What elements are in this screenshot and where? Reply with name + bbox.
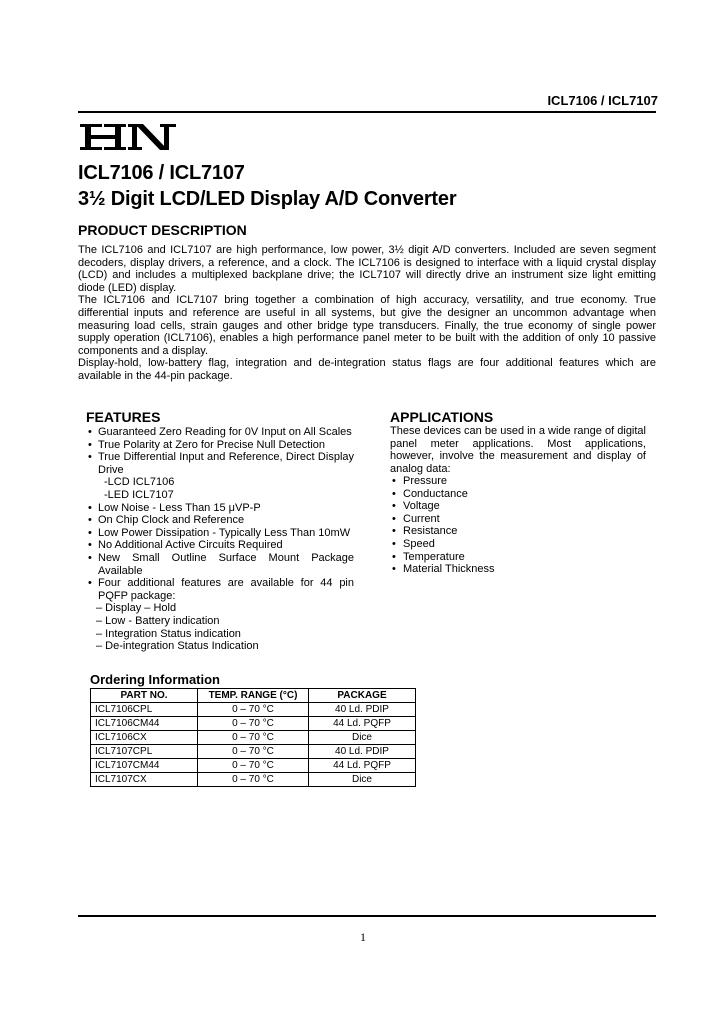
product-description-heading: PRODUCT DESCRIPTION [78,222,247,238]
list-item: • Guaranteed Zero Reading for 0V Input on All Scales [88,426,352,438]
description-paragraph: The ICL7106 and ICL7107 bring together a combination of high accuracy, versatility, and true economy. True differential inputs and reference are useful in all systems, but give the designer an uncommon advantage when measuring load cells, strain gauges and other bridge type transducers. Finally, the true economy of single power supply operation (ICL7106), enables a high performance panel meter to be built with the addition of only 10 passive components and a display. [78,294,656,357]
column-header: PART NO. [91,689,198,703]
table-cell: 44 Ld. PQFP [309,717,416,731]
list-item: -LCD ICL7106 [104,476,175,489]
table-cell: 44 Ld. PQFP [309,759,416,773]
list-item: • Material Thickness [392,563,495,576]
table-cell: ICL7107CM44 [91,759,198,773]
list-item: • Low Power Dissipation - Typically Less Than 10mW [88,526,351,539]
table-row [91,731,416,745]
list-item: • Current [392,512,440,525]
list-item: • Low Noise - Less Than 15 μVP-P [88,501,261,514]
ordering-table [90,688,416,787]
features-heading: FEATURES [86,409,161,425]
table-cell: 0 – 70 °C [198,759,309,773]
page-number: 1 [360,930,366,944]
list-item: • Temperature [392,550,465,563]
description-paragraph: The ICL7106 and ICL7107 are high performance, low power, 3½ digit A/D converters. Included are seven segment decoders, display drivers, a reference, and a clock. The ICL7106 is designed to interface with a liquid crystal display (LCD) and includes a multiplexed backplane drive; the ICL7107 will directly drive an instrument size light emitting diode (LED) display. [78,244,656,294]
footer-rule [78,915,656,917]
table-cell: ICL7107CX [91,773,198,787]
features-list [86,426,354,653]
list-item: • Four additional features are available for 44 pin PQFP package: [88,577,354,602]
table-cell: ICL7107CPL [91,745,198,759]
list-item: – Integration Status indication [96,627,241,640]
table-cell: 0 – 70 °C [198,745,309,759]
table-row [91,773,416,787]
list-item: • Resistance [392,525,458,538]
running-header-title: ICL7106 / ICL7107 [547,93,658,108]
table-cell: ICL7106CX [91,731,198,745]
list-item: – Low - Battery indication [96,614,220,627]
table-header-row [91,689,416,703]
list-item: • True Polarity at Zero for Precise Null Detection [88,438,326,451]
list-item: • Speed [392,537,435,550]
ordering-heading: Ordering Information [90,672,220,687]
applications-list [390,475,646,576]
list-item: – Display – Hold [96,602,177,615]
table-cell: Dice [309,731,416,745]
description-paragraph: Display-hold, low-battery flag, integration and de-integration status flags are four additional features which are available in the 44-pin package. [78,357,656,382]
list-item: • Voltage [392,500,440,513]
table-row [91,717,416,731]
table-cell: 40 Ld. PDIP [309,745,416,759]
table-row [91,703,416,717]
table-cell: 40 Ld. PDIP [309,703,416,717]
table-cell: ICL7106CPL [91,703,198,717]
list-item: • Pressure [392,475,448,487]
table-cell: 0 – 70 °C [198,773,309,787]
list-item: • True Differential Input and Reference, Direct Display Drive [88,451,354,476]
company-logo [80,122,176,152]
table-cell: 0 – 70 °C [198,717,309,731]
table-cell: ICL7106CM44 [91,717,198,731]
list-item: • No Additional Active Circuits Required [88,539,283,552]
column-header: TEMP. RANGE (°C) [198,689,309,703]
table-cell: 0 – 70 °C [198,731,309,745]
applications-heading: APPLICATIONS [390,409,494,425]
header-rule [78,111,656,113]
list-item: • New Small Outline Surface Mount Package Available [88,551,354,577]
list-item: • On Chip Clock and Reference [88,514,245,527]
list-item: – De-integration Status Indication [96,640,259,653]
column-header: PACKAGE [309,689,416,703]
list-item: -LED ICL7107 [104,488,174,501]
table-cell: Dice [309,773,416,787]
table-row [91,745,416,759]
document-subtitle: 3½ Digit LCD/LED Display A/D Converter [78,188,457,210]
applications-intro: These devices can be used in a wide range of digital panel meter applications. Most applications, however, involve the measurement and display of analog data: [390,425,646,475]
product-description-body [78,244,656,383]
document-title: ICL7106 / ICL7107 [78,162,245,184]
table-cell: 0 – 70 °C [198,703,309,717]
list-item: • Conductance [392,487,468,500]
table-row [91,759,416,773]
